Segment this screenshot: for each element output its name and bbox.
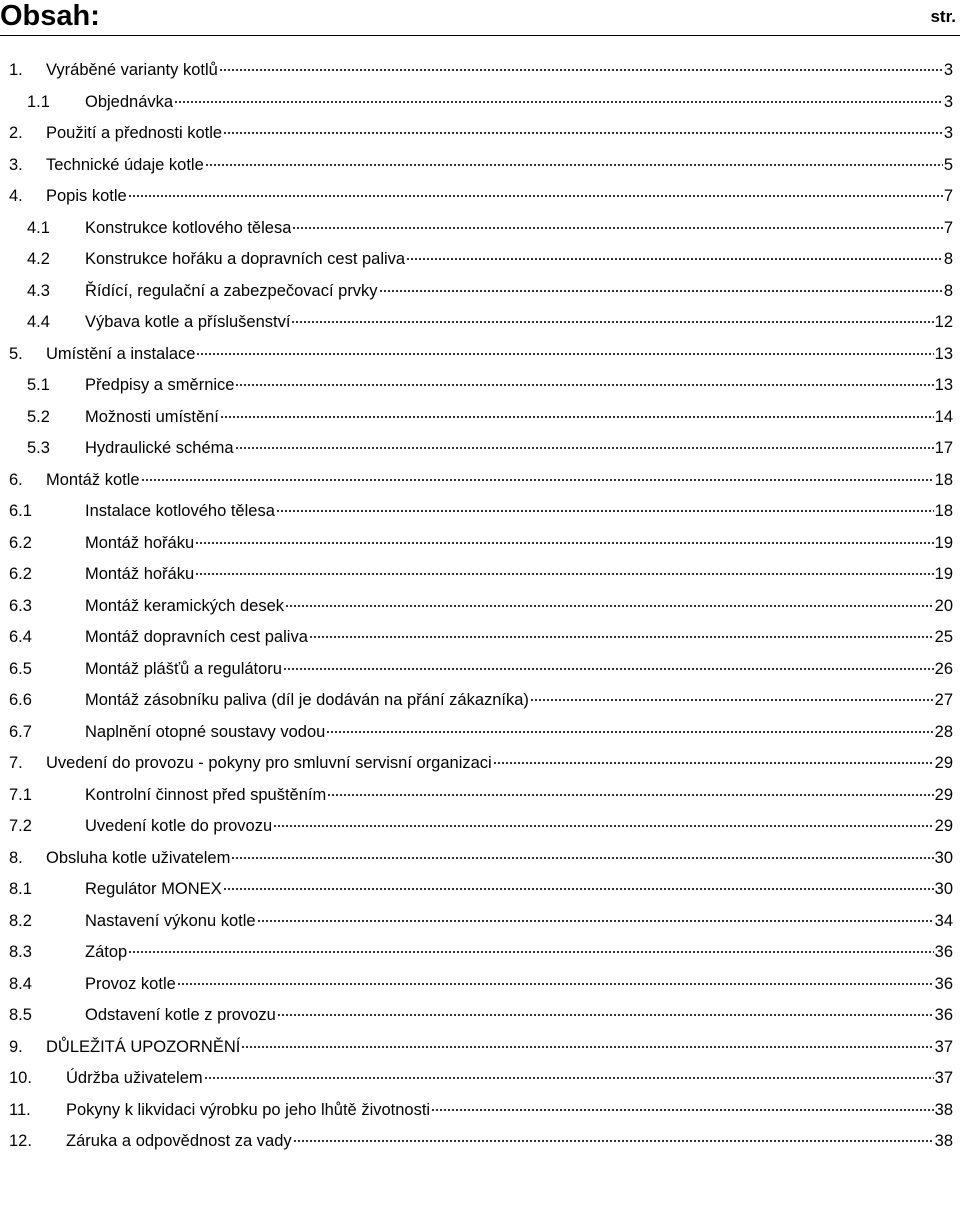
toc-entry-label: Vyráběné varianty kotlů [46,61,218,79]
toc-entry-page: 3 [943,124,953,142]
toc-entry[interactable] [0,589,953,615]
toc-entry-page: 17 [934,439,953,457]
toc-entry-label: Umístění a instalace [46,345,196,363]
dot-leader [379,274,943,296]
toc-entry-page: 18 [934,502,953,520]
toc-entry[interactable] [0,904,953,930]
toc-entry-label: Hydraulické schéma [85,439,234,457]
toc-entry[interactable] [0,620,953,646]
toc-entry-label: Řídící, regulační a zabezpečovací prvky [85,282,378,300]
toc-entry-label: Použití a přednosti kotle [46,124,223,142]
toc-entry-number: 10. [9,1069,32,1087]
toc-entry-label: Regulátor MONEX [85,880,222,898]
toc-entry-number: 8.3 [9,943,32,961]
dot-leader [174,85,943,107]
dot-leader [530,683,934,705]
dot-leader [285,589,934,611]
dot-leader [327,778,933,800]
dot-leader [219,53,943,75]
toc-entry-label: Zátop [85,943,128,961]
dot-leader [223,116,943,138]
toc-entry-page: 36 [934,1006,953,1024]
toc-entry-label: Provoz kotle [85,975,176,993]
toc-entry-label: Výbava kotle a příslušenství [85,313,291,331]
toc-entry-number: 8.2 [9,912,32,930]
dot-leader [223,872,934,894]
toc-entry-label: Nastavení výkonu kotle [85,912,256,930]
toc-entry-label: Kontrolní činnost před spuštěním [85,786,327,804]
dot-leader [141,463,934,485]
toc-entry-number: 11. [9,1101,31,1119]
toc-entry-page: 27 [934,691,953,709]
toc-entry-page: 30 [934,880,953,898]
dot-leader [128,935,933,957]
toc-entry-label: Montáž dopravních cest paliva [85,628,308,646]
toc-entry-number: 6.5 [9,660,32,678]
header-divider [0,35,960,36]
toc-entry[interactable] [0,1093,953,1119]
toc-entry-label: Objednávka [85,93,174,111]
toc-entry[interactable] [0,557,953,583]
toc-entry[interactable] [0,368,953,394]
toc-entry-number: 8. [9,849,23,867]
toc-entry-page: 34 [934,912,953,930]
dot-leader [204,1061,934,1083]
toc-header [0,0,960,34]
toc-entry-label: Možnosti umístění [85,408,219,426]
toc-entry[interactable] [0,179,953,205]
toc-entry[interactable] [0,305,953,331]
toc-entry-number: 7.2 [9,817,32,835]
toc-entry-number: 6.4 [9,628,32,646]
toc-entry-label: Konstrukce hořáku a dopravních cest paliva [85,250,406,268]
toc-entry[interactable] [0,652,953,678]
dot-leader [241,1030,933,1052]
toc-entry-page: 29 [934,754,953,772]
toc-entry-page: 3 [943,93,953,111]
toc-entry-number: 6.2 [9,534,32,552]
dot-leader [293,1124,934,1146]
toc-entry-number: 4.2 [27,250,50,268]
toc-entry[interactable] [0,148,953,174]
dot-leader [276,494,934,516]
toc-entry-label: Obsluha kotle uživatelem [46,849,231,867]
toc-entry-number: 8.5 [9,1006,32,1024]
toc-entry[interactable] [0,1124,953,1150]
toc-entry[interactable] [0,463,953,489]
toc-entry-number: 5. [9,345,23,363]
toc-entry[interactable] [0,935,953,961]
toc-entry[interactable] [0,274,953,300]
toc-entry-label: Technické údaje kotle [46,156,204,174]
toc-entry-page: 36 [934,975,953,993]
dot-leader [273,809,934,831]
toc-entry[interactable] [0,967,953,993]
toc-entry-label: Naplnění otopné soustavy vodou [85,723,326,741]
toc-entry[interactable] [0,337,953,363]
dot-leader [128,179,943,201]
toc-entry-label: Odstavení kotle z provozu [85,1006,276,1024]
toc-entry-label: Předpisy a směrnice [85,376,235,394]
dot-leader [326,715,933,737]
toc-entry-page: 25 [934,628,953,646]
toc-entry-number: 6. [9,471,23,489]
toc-entry[interactable] [0,400,953,426]
toc-entry-page: 5 [943,156,953,174]
dot-leader [431,1093,934,1115]
dot-leader [195,557,933,579]
toc-entry-page: 30 [934,849,953,867]
toc-entry-number: 5.1 [27,376,50,394]
toc-entry[interactable] [0,116,953,142]
toc-entry-number: 8.4 [9,975,32,993]
page-title: Obsah: [0,0,100,32]
toc-entry-number: 6.1 [9,502,32,520]
toc-entry-page: 26 [934,660,953,678]
toc-entry-number: 1. [9,61,23,79]
dot-leader [177,967,934,989]
toc-entry-number: 7.1 [9,786,32,804]
toc-entry-number: 1.1 [27,93,50,111]
toc-entry[interactable] [0,841,953,867]
toc-entry[interactable] [0,431,953,457]
dot-leader [493,746,934,768]
toc-entry-label: DŮLEŽITÁ UPOZORNĚNÍ [46,1038,241,1056]
toc-entry-label: Záruka a odpovědnost za vady [66,1132,292,1150]
dot-leader [231,841,933,863]
toc-entry-page: 36 [934,943,953,961]
dot-leader [235,431,934,453]
toc-entry-label: Instalace kotlového tělesa [85,502,275,520]
dot-leader [291,305,933,327]
toc-entry-page: 19 [934,565,953,583]
toc-entry-page: 19 [934,534,953,552]
dot-leader [283,652,934,674]
toc-entry-page: 20 [934,597,953,615]
toc-entry-label: Montáž hořáku [85,565,195,583]
toc-entry-page: 18 [934,471,953,489]
dot-leader [277,998,934,1020]
toc-entry-number: 6.6 [9,691,32,709]
toc-entry-label: Uvedení kotle do provozu [85,817,273,835]
toc-entry[interactable] [0,1061,953,1087]
toc-entry-number: 5.3 [27,439,50,457]
toc-entry-page: 13 [934,345,953,363]
toc-entry[interactable] [0,998,953,1024]
toc-entry-page: 8 [943,250,953,268]
toc-entry-number: 4. [9,187,23,205]
dot-leader [257,904,934,926]
dot-leader [309,620,934,642]
toc-entry-page: 12 [934,313,953,331]
toc-entry-number: 6.2 [9,565,32,583]
toc-entry-page: 8 [943,282,953,300]
toc-entry-number: 2. [9,124,23,142]
toc-entry-page: 38 [934,1132,953,1150]
toc-entry-page: 37 [934,1038,953,1056]
toc-entry-page: 13 [934,376,953,394]
toc-entry[interactable] [0,1030,953,1056]
toc-entry-label: Montáž keramických desek [85,597,284,615]
toc-entry[interactable] [0,494,953,520]
toc-entry-number: 7. [9,754,23,772]
toc-entry-page: 28 [934,723,953,741]
toc-entry[interactable] [0,53,953,79]
toc-entry-number: 12. [9,1132,32,1150]
page-column-label: str. [930,7,956,26]
toc-entry-page: 7 [943,187,953,205]
toc-entry[interactable] [0,683,953,709]
toc-entry-page: 7 [943,219,953,237]
toc-entry-number: 9. [9,1038,23,1056]
toc-entry-label: Údržba uživatelem [66,1069,203,1087]
toc-entry[interactable] [0,526,953,552]
toc-entry-label: Uvedení do provozu - pokyny pro smluvní servisní organizaci [46,754,492,772]
toc-entry[interactable] [0,809,953,835]
toc-entry-label: Konstrukce kotlového tělesa [85,219,292,237]
toc-entry[interactable] [0,778,953,804]
dot-leader [196,337,933,359]
toc-entry-label: Montáž plášťů a regulátoru [85,660,282,678]
toc-entry-page: 29 [934,817,953,835]
dot-leader [406,242,943,264]
toc-entry-number: 3. [9,156,23,174]
toc-entry-number: 4.1 [27,219,50,237]
toc-entry[interactable] [0,715,953,741]
toc-entry[interactable] [0,211,953,237]
dot-leader [205,148,943,170]
toc-entry-page: 38 [934,1101,953,1119]
toc-entry-page: 3 [943,61,953,79]
toc-entry-label: Montáž kotle [46,471,140,489]
toc-entry[interactable] [0,746,953,772]
dot-leader [220,400,934,422]
dot-leader [235,368,933,390]
dot-leader [292,211,942,233]
toc-entry-label: Montáž hořáku [85,534,195,552]
toc-entry-page: 14 [934,408,953,426]
toc-entry-label: Pokyny k likvidaci výrobku po jeho lhůtě životnosti [66,1101,431,1119]
toc-entry-number: 6.3 [9,597,32,615]
toc-entry-number: 4.4 [27,313,50,331]
toc-entry-number: 5.2 [27,408,50,426]
toc-entry-number: 6.7 [9,723,32,741]
toc-entry[interactable] [0,872,953,898]
toc-entry[interactable] [0,85,953,111]
toc-entry-label: Popis kotle [46,187,127,205]
toc-entry-page: 29 [934,786,953,804]
toc-entry-number: 4.3 [27,282,50,300]
toc-entry-label: Montáž zásobníku paliva (díl je dodáván na přání zákazníka) [85,691,529,709]
toc-entry-number: 8.1 [9,880,32,898]
toc-entry-page: 37 [934,1069,953,1087]
toc-entry[interactable] [0,242,953,268]
dot-leader [195,526,933,548]
